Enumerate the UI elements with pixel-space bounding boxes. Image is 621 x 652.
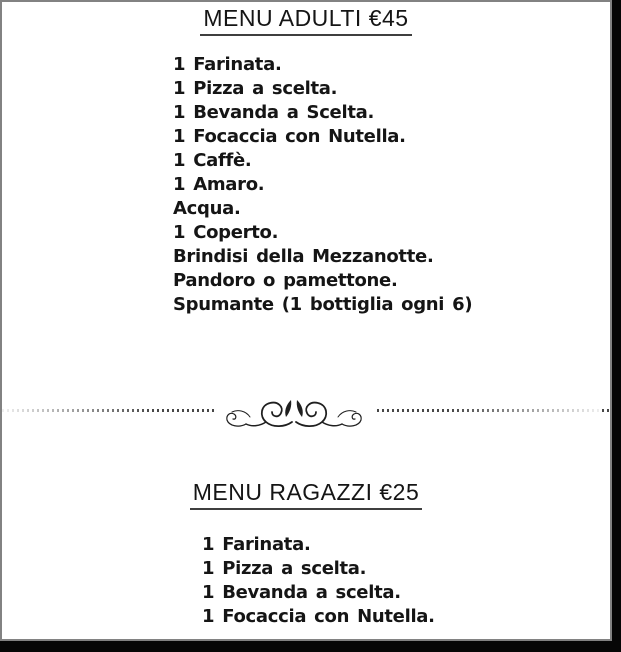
- menu-item: 1 Bevanda a scelta.: [202, 582, 401, 603]
- menu-item: 1 Farinata.: [202, 534, 311, 555]
- section-divider: [2, 398, 610, 438]
- menu-item: 1 Amaro.: [173, 174, 265, 195]
- menu-item: Spumante (1 bottiglia ogni 6): [173, 294, 473, 315]
- flourish-ornament-icon: [214, 396, 374, 432]
- menu-item: Brindisi della Mezzanotte.: [173, 246, 434, 267]
- menu-adulti-title: [2, 5, 610, 36]
- menu-adulti-list: [173, 53, 472, 317]
- menu-adulti-title-text: MENU ADULTI €45: [200, 5, 411, 36]
- menu-ragazzi-list: [202, 533, 435, 629]
- menu-item: 1 Focaccia con Nutella.: [173, 126, 406, 147]
- menu-item: 1 Caffè.: [173, 150, 252, 171]
- menu-ragazzi-title: [2, 479, 610, 510]
- menu-item: 1 Coperto.: [173, 222, 279, 243]
- menu-item: 1 Farinata.: [173, 54, 282, 75]
- menu-item: 1 Pizza a scelta.: [173, 78, 338, 99]
- menu-item: 1 Bevanda a Scelta.: [173, 102, 375, 123]
- menu-item: 1 Focaccia con Nutella.: [202, 606, 435, 627]
- menu-item: 1 Pizza a scelta.: [202, 558, 367, 579]
- menu-ragazzi-title-text: MENU RAGAZZI €25: [190, 479, 423, 510]
- right-edge-strip: [612, 0, 621, 652]
- menu-item: Pandoro o pamettone.: [173, 270, 398, 291]
- bottom-edge-strip: [0, 641, 621, 652]
- menu-item: Acqua.: [173, 198, 241, 219]
